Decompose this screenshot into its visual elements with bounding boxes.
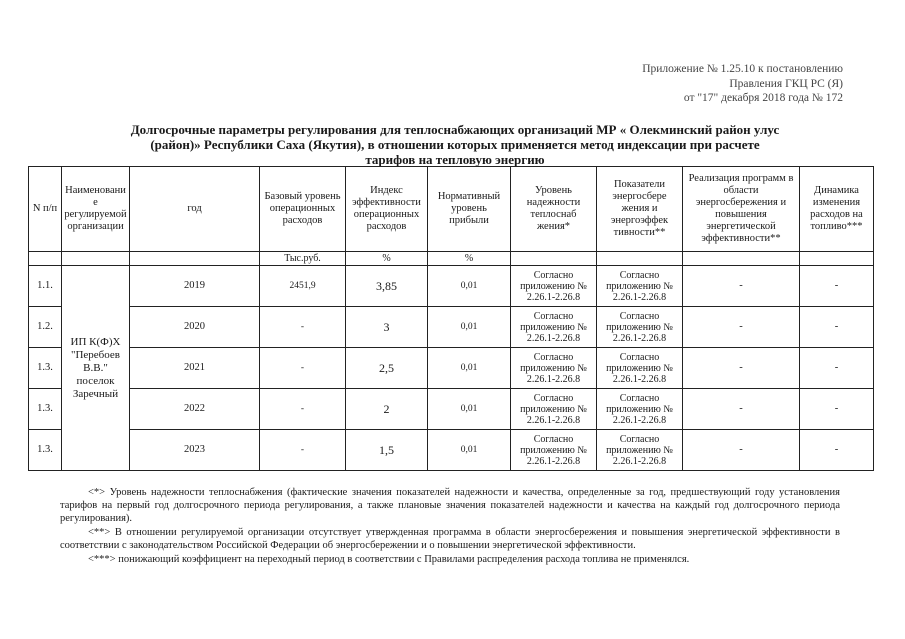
row-year: 2023: [130, 430, 260, 471]
row-number: 1.3.: [29, 348, 62, 389]
table-row: [29, 389, 874, 430]
row-base-expenses: -: [260, 430, 346, 471]
row-fuel-dynamics: -: [800, 307, 874, 348]
row-program: -: [683, 430, 800, 471]
title-line-2: (район)» Республики Саха (Якутия), в отношении которых применяется метод индексации при расчете: [150, 137, 760, 152]
row-profit-level: 0,01: [428, 348, 511, 389]
unit-cell: [29, 252, 62, 266]
row-efficiency-index: 2: [346, 389, 428, 430]
row-base-expenses: 2451,9: [260, 266, 346, 307]
row-efficiency-index: 1,5: [346, 430, 428, 471]
row-year: 2019: [130, 266, 260, 307]
row-profit-level: 0,01: [428, 430, 511, 471]
row-program: -: [683, 266, 800, 307]
row-efficiency-index: 3,85: [346, 266, 428, 307]
unit-cell: Тыс.руб.: [260, 252, 346, 266]
row-efficiency-index: 2,5: [346, 348, 428, 389]
row-fuel-dynamics: -: [800, 266, 874, 307]
row-reliability: Согласно приложению № 2.26.1-2.26.8: [511, 266, 597, 307]
table-row: [29, 348, 874, 389]
row-number: 1.3.: [29, 430, 62, 471]
row-reliability: Согласно приложению № 2.26.1-2.26.8: [511, 348, 597, 389]
row-year: 2022: [130, 389, 260, 430]
row-reliability: Согласно приложению № 2.26.1-2.26.8: [511, 389, 597, 430]
organization-name: ИП К(Ф)Х "Перебоев В.В." поселок Заречный: [62, 266, 130, 471]
unit-cell: %: [346, 252, 428, 266]
row-energy-indicators: Согласно приложению № 2.26.1-2.26.8: [597, 348, 683, 389]
row-year: 2020: [130, 307, 260, 348]
row-profit-level: 0,01: [428, 266, 511, 307]
row-base-expenses: -: [260, 389, 346, 430]
unit-cell: [511, 252, 597, 266]
row-profit-level: 0,01: [428, 389, 511, 430]
parameters-table: [28, 166, 874, 471]
table-row: [29, 307, 874, 348]
unit-cell: [800, 252, 874, 266]
unit-cell: [597, 252, 683, 266]
unit-cell: [683, 252, 800, 266]
table-row: [29, 266, 874, 307]
row-number: 1.1.: [29, 266, 62, 307]
table-row: [29, 430, 874, 471]
table-header-row: [29, 167, 874, 252]
header-organization: Наименовани е регулируемой организации: [62, 167, 130, 252]
row-program: -: [683, 389, 800, 430]
row-program: -: [683, 348, 800, 389]
row-base-expenses: -: [260, 307, 346, 348]
row-fuel-dynamics: -: [800, 430, 874, 471]
row-reliability: Согласно приложению № 2.26.1-2.26.8: [511, 307, 597, 348]
header-profit-level: Нормативный уровень прибыли: [428, 167, 511, 252]
row-program: -: [683, 307, 800, 348]
unit-cell: [62, 252, 130, 266]
header-energy-indicators: Показатели энергосбере жения и энергоэффек тивности**: [597, 167, 683, 252]
row-efficiency-index: 3: [346, 307, 428, 348]
title-line-1: Долгосрочные параметры регулирования для теплоснабжающих организаций МР « Олекминский район улус: [130, 122, 780, 137]
document-title: [85, 122, 825, 167]
header-line-3: от "17" декабря 2018 года № 172: [683, 92, 843, 104]
header-reliability: Уровень надежности теплоснаб жения*: [511, 167, 597, 252]
header-program: Реализация программ в области энергосбережения и повышения энергетической эффективности**: [683, 167, 800, 252]
row-number: 1.3.: [29, 389, 62, 430]
header-efficiency-index: Индекс эффективности операционных расходов: [346, 167, 428, 252]
header-line-1: Приложение № 1.25.10 к постановлению: [642, 63, 843, 75]
footnotes: [60, 486, 840, 567]
document-header: [642, 62, 843, 106]
header-year: год: [130, 167, 260, 252]
row-reliability: Согласно приложению № 2.26.1-2.26.8: [511, 430, 597, 471]
footnote-reliability: <*> Уровень надежности теплоснабжения (фактические значения показателей надежности и качества, определенные за год, предшествующий году установления тарифов на первый год долгосрочного периода регулирования, а также плановые значения показателей надежности и качества на каждый год долгосрочного периода регулирования).: [60, 487, 840, 524]
header-base-expenses: Базовый уровень операционных расходов: [260, 167, 346, 252]
header-number: N п/п: [29, 167, 62, 252]
row-year: 2021: [130, 348, 260, 389]
footnote-energy-program: <**> В отношении регулируемой организации отсутствует утвержденная программа в области энергосбережения и повышения энергетической эффективности в соответствии с законодательством Российской Федерации об энергосбережении и о повышении энергетической эффективности.: [60, 527, 840, 551]
row-profit-level: 0,01: [428, 307, 511, 348]
row-fuel-dynamics: -: [800, 389, 874, 430]
row-energy-indicators: Согласно приложению № 2.26.1-2.26.8: [597, 307, 683, 348]
unit-cell: [130, 252, 260, 266]
header-line-2: Правления ГКЦ РС (Я): [729, 77, 843, 90]
footnote-fuel: <***> понижающий коэффициент на переходный период в соответствии с Правилами распределения расхода топлива не применялся.: [88, 554, 690, 565]
row-energy-indicators: Согласно приложению № 2.26.1-2.26.8: [597, 266, 683, 307]
row-energy-indicators: Согласно приложению № 2.26.1-2.26.8: [597, 389, 683, 430]
row-base-expenses: -: [260, 348, 346, 389]
unit-cell: %: [428, 252, 511, 266]
row-number: 1.2.: [29, 307, 62, 348]
row-energy-indicators: Согласно приложению № 2.26.1-2.26.8: [597, 430, 683, 471]
title-line-3: тарифов на тепловую энергию: [365, 152, 545, 167]
units-row: [29, 252, 874, 266]
row-fuel-dynamics: -: [800, 348, 874, 389]
header-fuel-dynamics: Динамика изменения расходов на топливо***: [800, 167, 874, 252]
